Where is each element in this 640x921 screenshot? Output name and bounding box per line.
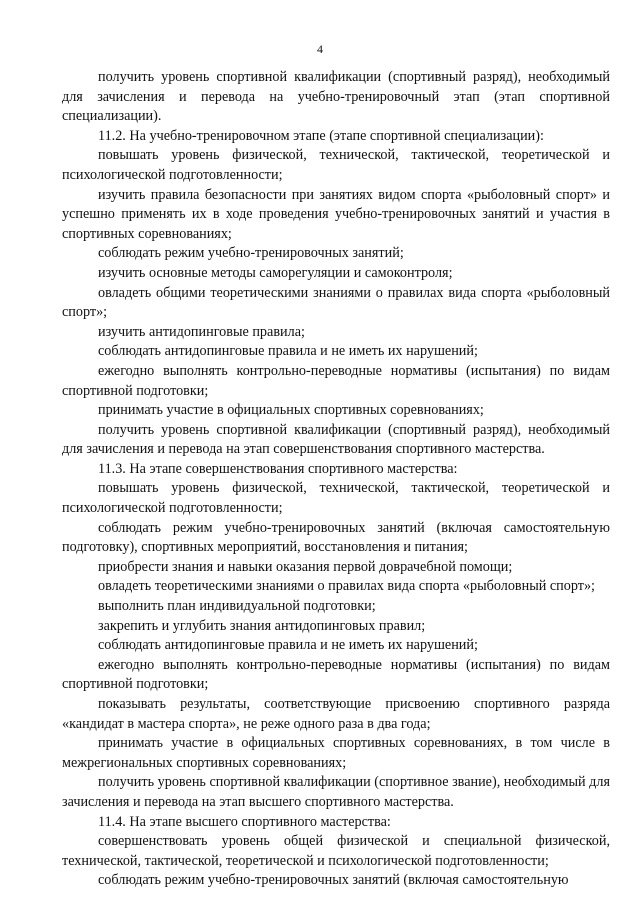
- document-body: [62, 68, 610, 891]
- paragraph: изучить правила безопасности при занятиях видом спорта «рыболовный спорт» и успешно применять их в ходе проведения учебно-тренировочных занятий и участия в спортивных соревнованиях;: [62, 186, 610, 242]
- section-heading: 11.3. На этапе совершенствования спортивного мастерства:: [98, 460, 458, 477]
- paragraph: соблюдать антидопинговые правила и не иметь их нарушений;: [98, 343, 478, 360]
- paragraph: получить уровень спортивной квалификации (спортивный разряд), необходимый для зачисления и перевода на учебно-тренировочный этап (этап спортивной специализации).: [62, 69, 610, 125]
- paragraph: соблюдать режим учебно-тренировочных занятий;: [98, 245, 404, 262]
- paragraph: выполнить план индивидуальной подготовки;: [98, 598, 376, 615]
- paragraph: ежегодно выполнять контрольно-переводные нормативы (испытания) по видам спортивной подготовки;: [62, 656, 610, 693]
- paragraph: изучить антидопинговые правила;: [98, 323, 305, 340]
- paragraph: соблюдать режим учебно-тренировочных занятий (включая самостоятельную подготовку), спортивных мероприятий, восстановления и питания;: [62, 519, 610, 556]
- paragraph: соблюдать антидопинговые правила и не иметь их нарушений;: [98, 637, 478, 654]
- paragraph: повышать уровень физической, технической, тактической, теоретической и психологической подготовленности;: [62, 147, 610, 183]
- paragraph: получить уровень спортивной квалификации (спортивный разряд), необходимый для зачисления и перевода на этап совершенствования спортивного мастерства.: [62, 421, 610, 458]
- paragraph: овладеть общими теоретическими знаниями о правилах вида спорта «рыболовный спорт»;: [62, 284, 610, 321]
- section-heading: 11.4. На этапе высшего спортивного мастерства:: [98, 813, 391, 830]
- paragraph: овладеть теоретическими знаниями о правилах вида спорта «рыболовный спорт»;: [98, 578, 595, 595]
- paragraph: приобрести знания и навыки оказания первой доврачебной помощи;: [98, 558, 513, 575]
- page-number: 4: [317, 42, 323, 56]
- paragraph: повышать уровень физической, технической, тактической, теоретической и психологической подготовленности;: [62, 480, 610, 517]
- section-heading: 11.2. На учебно-тренировочном этапе (этапе спортивной специализации):: [98, 127, 544, 144]
- paragraph: принимать участие в официальных спортивных соревнованиях;: [98, 402, 484, 419]
- paragraph: получить уровень спортивной квалификации (спортивное звание), необходимый для зачисления и перевода на этап высшего спортивного мастерства.: [62, 774, 610, 810]
- paragraph: показывать результаты, соответствующие присвоению спортивного разряда «кандидат в мастера спорта», не реже одного раза в два года;: [62, 696, 610, 732]
- paragraph: ежегодно выполнять контрольно-переводные нормативы (испытания) по видам спортивной подготовки;: [62, 362, 610, 399]
- paragraph: совершенствовать уровень общей физической и специальной физической, технической, тактической, теоретической и психологической подготовленности;: [62, 833, 610, 869]
- paragraph: соблюдать режим учебно-тренировочных занятий (включая самостоятельную: [98, 872, 569, 889]
- paragraph: изучить основные методы саморегуляции и самоконтроля;: [98, 264, 453, 281]
- paragraph: принимать участие в официальных спортивных соревнованиях, в том числе в межрегиональных спортивных соревнованиях;: [62, 735, 610, 771]
- paragraph: закрепить и углубить знания антидопинговых правил;: [98, 617, 426, 634]
